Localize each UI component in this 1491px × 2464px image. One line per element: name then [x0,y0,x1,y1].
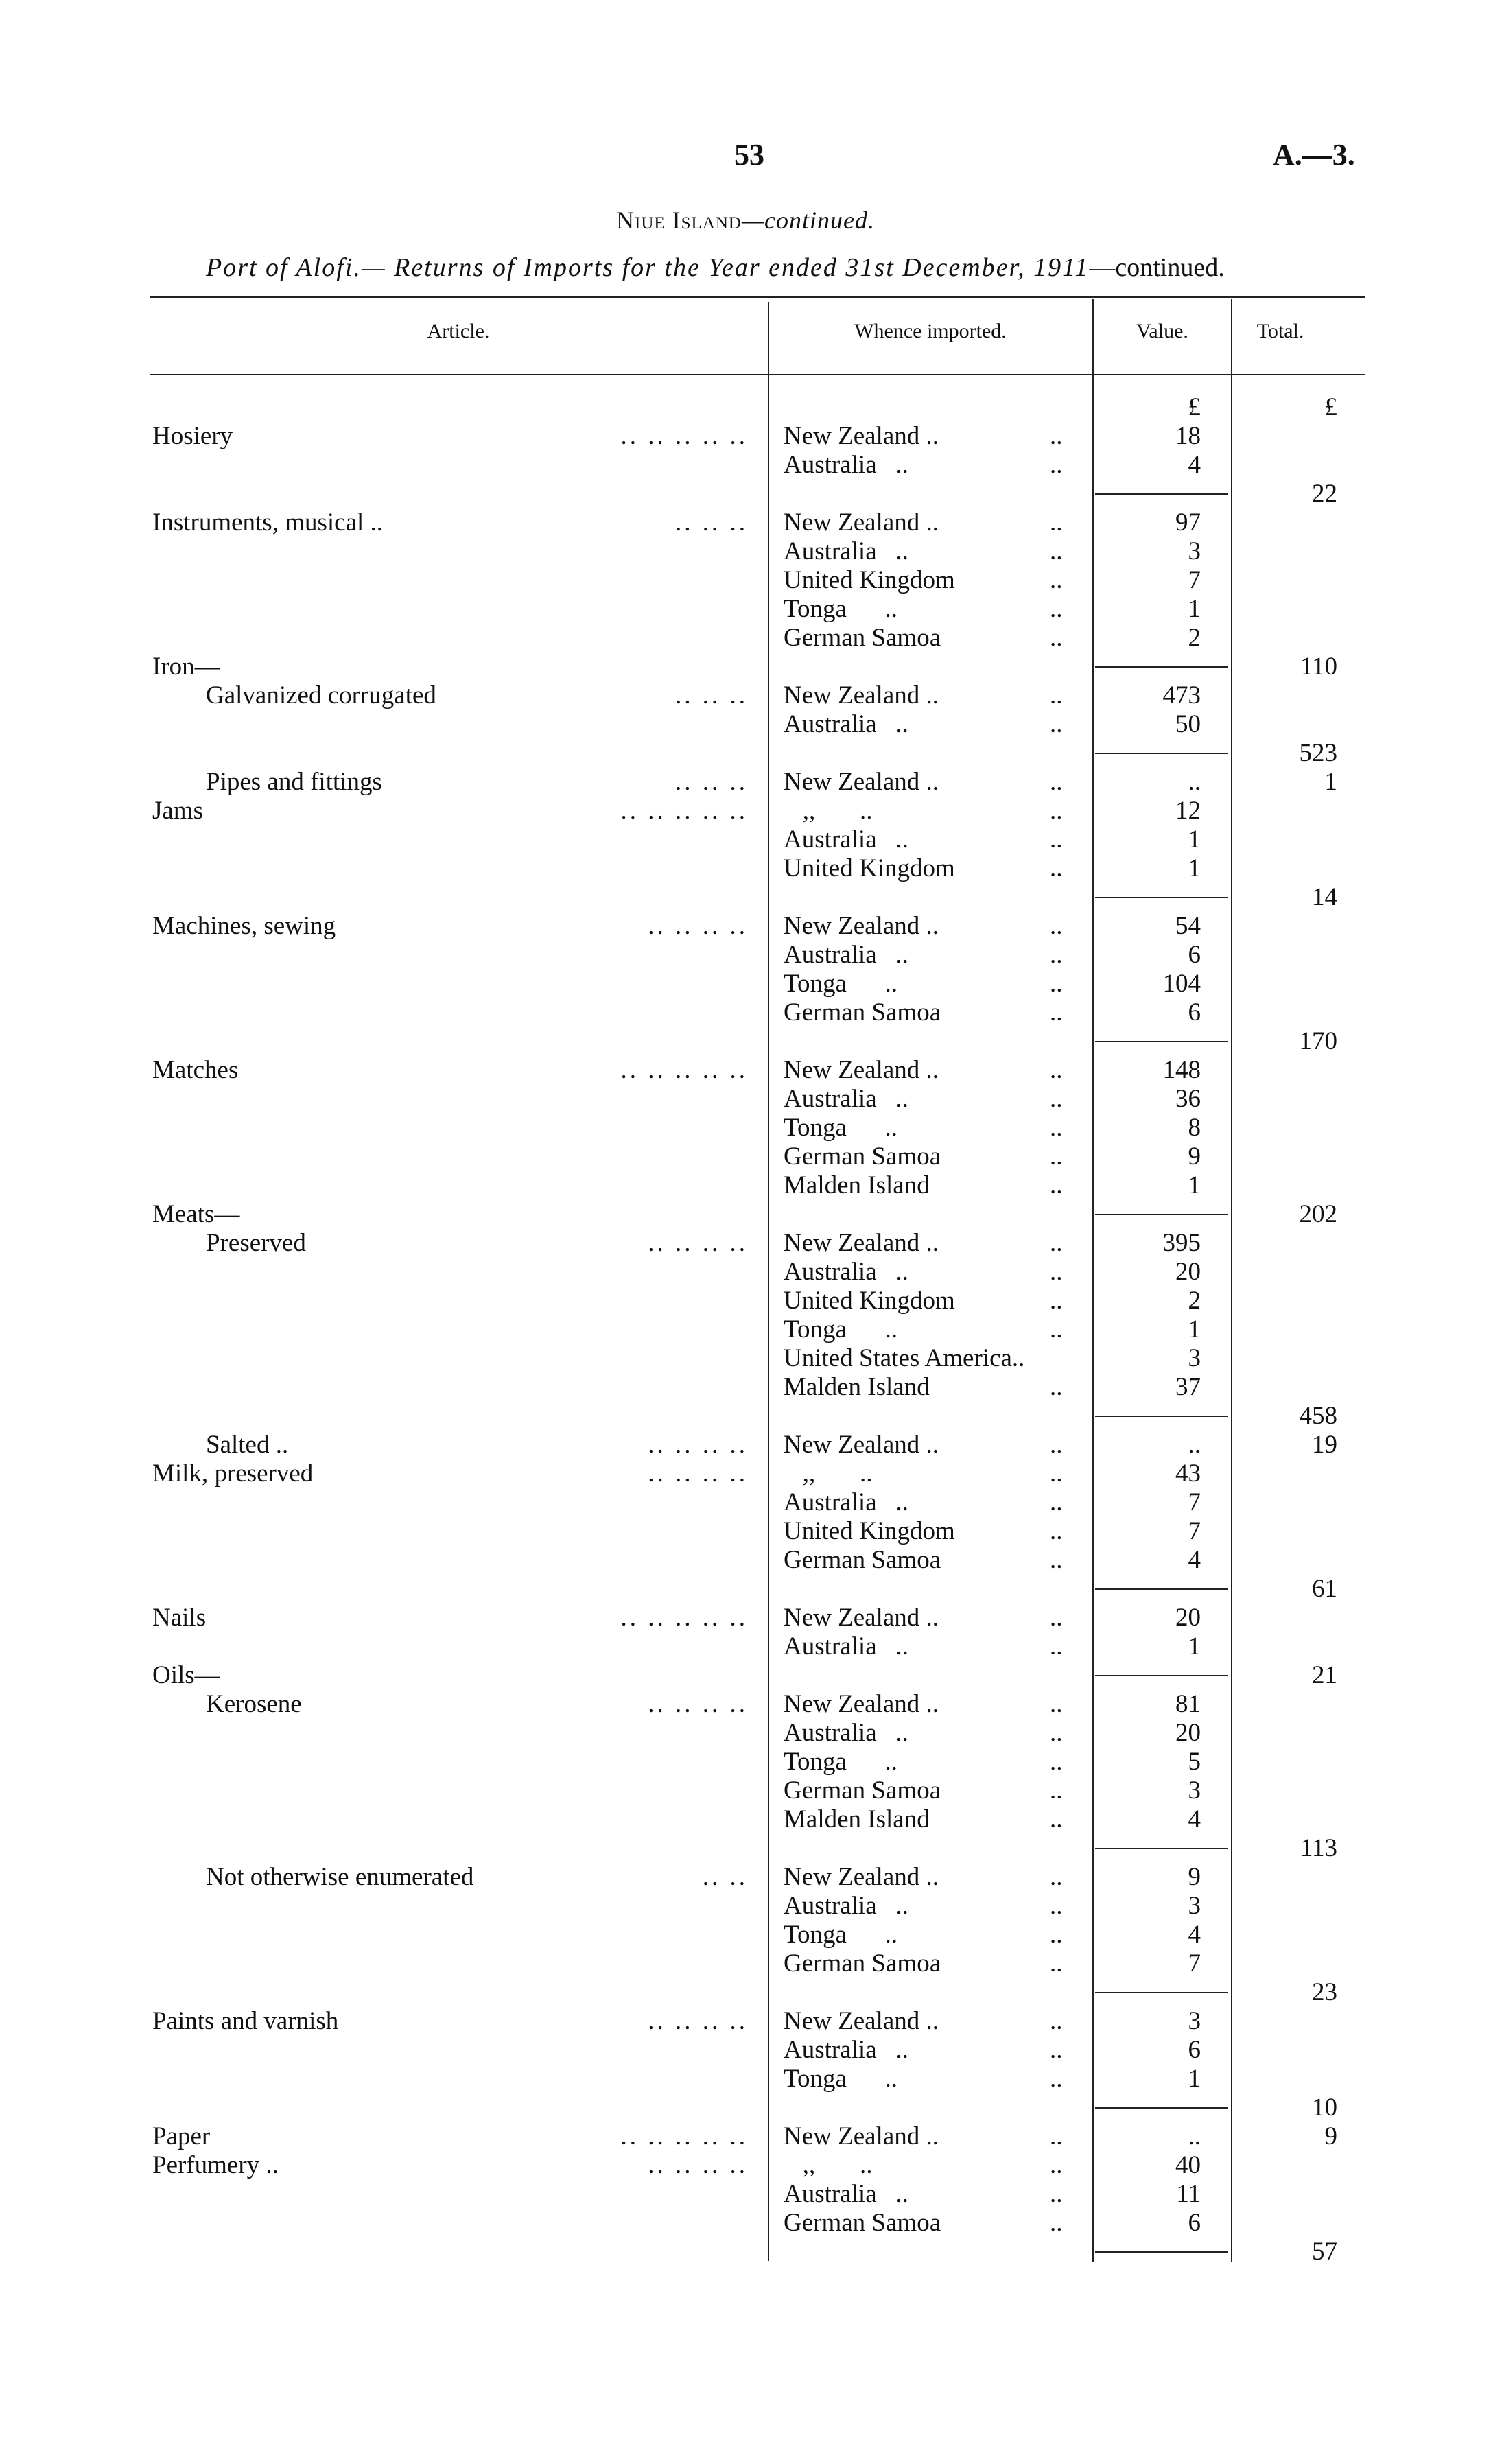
value-cell: 6 [1188,2036,1201,2064]
table-row [0,1719,1491,1748]
value-cell: 1 [1188,2065,1201,2093]
article-cell: Paper [152,2122,211,2150]
table-row [0,537,1491,566]
whence-leader-dots: .. [1050,595,1063,623]
whence-cell: Tonga .. [784,1315,897,1344]
table-row [0,1632,1491,1661]
whence-cell: New Zealand .. [784,2007,939,2035]
value-cell: 473 [1162,681,1201,709]
value-cell: 7 [1188,1488,1201,1516]
table-row [0,681,1491,710]
table-subtotal-row [0,653,1491,681]
table-row [0,825,1491,854]
whence-cell: Australia .. [784,1085,908,1113]
table-row [0,1315,1491,1344]
table-row [0,1344,1491,1373]
total-cell: 1 [1324,768,1337,796]
value-cell: 7 [1188,566,1201,594]
leader-dots: .. .. .. [675,768,748,796]
table-row [0,1517,1491,1546]
table-row [0,1171,1491,1200]
table-row [0,912,1491,941]
leader-dots: .. .. .. .. [648,912,748,940]
whence-cell: Australia .. [784,1632,908,1661]
total-cell: 19 [1312,1431,1337,1459]
value-cell: 20 [1175,1258,1201,1286]
table-row [0,1373,1491,1402]
section-title-name: Niue Island [616,207,742,234]
whence-cell: Australia .. [784,2180,908,2208]
table-row [0,1114,1491,1142]
leader-dots: .. .. .. .. [648,2007,748,2035]
whence-leader-dots: .. [1050,1690,1063,1718]
table-subtotal-row [0,480,1491,508]
whence-leader-dots: .. [1050,854,1063,882]
whence-cell: Australia .. [784,825,908,854]
value-cell: 12 [1175,797,1201,825]
leader-dots: .. .. .. .. .. [620,797,748,825]
whence-cell: New Zealand .. [784,681,939,709]
table-row [0,1921,1491,1949]
leader-dots: .. .. .. [675,508,748,537]
whence-cell: Malden Island [784,1171,930,1199]
value-cell: £ [1188,393,1201,421]
whence-cell: Australia .. [784,941,908,969]
whence-leader-dots: .. [1050,2209,1063,2237]
whence-leader-dots: .. [1050,508,1063,537]
whence-leader-dots: .. [1050,1892,1063,1920]
whence-cell: Tonga .. [784,1921,897,1949]
value-sum-rule [1095,1992,1228,1993]
table-row [0,768,1491,797]
leader-dots: .. .. .. .. [648,1690,748,1718]
table-row [0,566,1491,595]
table-row [0,1287,1491,1315]
value-cell: 4 [1188,451,1201,479]
table-caption-suffix: —continued. [1089,253,1225,282]
article-cell: Preserved [206,1229,306,1257]
value-cell: 6 [1188,998,1201,1026]
value-cell: 1 [1188,595,1201,623]
article-cell: Iron— [152,653,220,681]
whence-leader-dots: .. [1050,1056,1063,1084]
whence-cell: ,, .. [784,1459,873,1488]
value-cell: 5 [1188,1748,1201,1776]
table-row [0,2007,1491,2036]
whence-leader-dots: .. [1050,1085,1063,1113]
whence-leader-dots: .. [1050,710,1063,738]
table-row [0,624,1491,653]
article-cell: Pipes and fittings [206,768,382,796]
value-cell: 7 [1188,1517,1201,1545]
table-row [0,2151,1491,2180]
total-cell: 9 [1324,2122,1337,2150]
value-sum-rule [1095,753,1228,754]
table-row [0,710,1491,739]
total-cell: 523 [1299,739,1337,767]
table-subtotal-row [0,1978,1491,2007]
whence-leader-dots: .. [1050,1171,1063,1199]
whence-cell: New Zealand .. [784,2122,939,2150]
whence-cell: New Zealand .. [784,1229,939,1257]
whence-leader-dots: .. [1050,1114,1063,1142]
document-reference: A.—3. [1273,138,1355,172]
whence-leader-dots: .. [1050,1287,1063,1315]
value-cell: .. [1188,768,1201,796]
table-row [0,393,1491,422]
whence-leader-dots: .. [1050,1373,1063,1401]
whence-leader-dots: .. [1050,1805,1063,1833]
whence-leader-dots: .. [1050,825,1063,854]
leader-dots: .. .. .. .. [648,2151,748,2179]
whence-leader-dots: .. [1050,422,1063,450]
table-row [0,595,1491,624]
whence-cell: Australia .. [784,537,908,565]
total-cell: 113 [1300,1834,1337,1862]
whence-leader-dots: .. [1050,1719,1063,1747]
whence-cell: Australia .. [784,2036,908,2064]
value-cell: 18 [1175,422,1201,450]
article-cell: Galvanized corrugated [206,681,436,709]
whence-cell: Australia .. [784,1488,908,1516]
whence-cell: United Kingdom [784,1517,955,1545]
whence-leader-dots: .. [1050,768,1063,796]
value-cell: .. [1188,2122,1201,2150]
value-cell: 40 [1175,2151,1201,2179]
table-row [0,1431,1491,1459]
value-sum-rule [1095,1588,1228,1590]
whence-cell: Tonga .. [784,1748,897,1776]
table-row [0,1459,1491,1488]
leader-dots: .. .. .. .. [648,1431,748,1459]
article-cell: Hosiery [152,422,233,450]
total-cell: 14 [1312,883,1337,911]
whence-cell: New Zealand .. [784,1431,939,1459]
value-cell: 104 [1162,970,1201,998]
value-cell: 395 [1162,1229,1201,1257]
table-row [0,1949,1491,1978]
whence-cell: New Zealand .. [784,1690,939,1718]
whence-leader-dots: .. [1050,1142,1063,1171]
table-row [0,1805,1491,1834]
table-subtotal-row [0,739,1491,768]
whence-cell: United States America.. [784,1344,1025,1372]
whence-leader-dots: .. [1050,1315,1063,1344]
whence-leader-dots: .. [1050,624,1063,652]
table-subtotal-row [0,1661,1491,1690]
whence-leader-dots: .. [1050,566,1063,594]
leader-dots: .. .. .. .. .. [620,422,748,450]
whence-cell: New Zealand .. [784,508,939,537]
whence-cell: Tonga .. [784,970,897,998]
whence-cell: German Samoa [784,998,941,1026]
whence-leader-dots: .. [1050,1632,1063,1661]
value-sum-rule [1095,493,1228,495]
whence-cell: New Zealand .. [784,912,939,940]
section-title-suffix: —continued. [742,207,875,234]
whence-leader-dots: .. [1050,2007,1063,2035]
whence-leader-dots: .. [1050,941,1063,969]
table-row [0,2180,1491,2209]
value-cell: 148 [1162,1056,1201,1084]
table-row [0,854,1491,883]
table-top-rule [150,296,1365,298]
value-cell: 9 [1188,1142,1201,1171]
whence-leader-dots: .. [1050,537,1063,565]
value-cell: 3 [1188,1776,1201,1805]
value-sum-rule [1095,1675,1228,1676]
table-row [0,1776,1491,1805]
column-header-article: Article. [427,320,490,342]
whence-leader-dots: .. [1050,2065,1063,2093]
value-cell: 2 [1188,624,1201,652]
whence-leader-dots: .. [1050,1863,1063,1891]
whence-cell: Australia .. [784,1892,908,1920]
value-cell: 4 [1188,1805,1201,1833]
value-cell: 37 [1175,1373,1201,1401]
table-row [0,1690,1491,1719]
value-sum-rule [1095,897,1228,898]
whence-leader-dots: .. [1050,681,1063,709]
article-cell: Paints and varnish [152,2007,339,2035]
value-cell: 4 [1188,1921,1201,1949]
whence-leader-dots: .. [1050,1431,1063,1459]
leader-dots: .. .. .. .. .. [620,1056,748,1084]
table-subtotal-row [0,1575,1491,1604]
total-cell: 110 [1300,653,1337,681]
value-cell: 1 [1188,825,1201,854]
column-header-value: Value. [1136,320,1188,342]
value-cell: 20 [1175,1719,1201,1747]
value-cell: 81 [1175,1690,1201,1718]
whence-cell: United Kingdom [784,854,955,882]
page-number: 53 [734,138,764,172]
whence-leader-dots: .. [1050,797,1063,825]
value-cell: 43 [1175,1459,1201,1488]
table-subtotal-row [0,1027,1491,1056]
value-cell: 2 [1188,1287,1201,1315]
table-subtotal-row [0,883,1491,912]
whence-cell: German Samoa [784,624,941,652]
table-subtotal-row [0,1200,1491,1229]
value-cell: 6 [1188,941,1201,969]
total-cell: 57 [1312,2238,1337,2266]
table-row [0,1748,1491,1776]
whence-cell: Australia .. [784,451,908,479]
table-row [0,1229,1491,1258]
whence-leader-dots: .. [1050,1258,1063,1286]
table-subtotal-row [0,1402,1491,1431]
whence-cell: ,, .. [784,2151,873,2179]
leader-dots: .. .. .. .. .. [620,1604,748,1632]
value-cell: 1 [1188,1632,1201,1661]
whence-leader-dots: .. [1050,1949,1063,1978]
table-row [0,1056,1491,1085]
table-subtotal-row [0,2238,1491,2266]
whence-cell: Australia .. [784,710,908,738]
whence-cell: German Samoa [784,1949,941,1978]
whence-leader-dots: .. [1050,2180,1063,2208]
table-subtotal-row [0,2093,1491,2122]
whence-leader-dots: .. [1050,1776,1063,1805]
value-cell: 9 [1188,1863,1201,1891]
total-cell: 10 [1312,2093,1337,2122]
whence-cell: Tonga .. [784,595,897,623]
value-cell: 36 [1175,1085,1201,1113]
article-cell: Matches [152,1056,239,1084]
whence-leader-dots: .. [1050,998,1063,1026]
total-cell: 23 [1312,1978,1337,2006]
total-cell: 61 [1312,1575,1337,1603]
total-cell: £ [1324,393,1337,421]
total-cell: 458 [1299,1402,1337,1430]
whence-cell: United Kingdom [784,566,955,594]
header-bottom-rule [150,374,1365,375]
whence-cell: New Zealand .. [784,1056,939,1084]
column-header-total: Total. [1256,320,1304,342]
value-cell: .. [1188,1431,1201,1459]
whence-cell: New Zealand .. [784,1604,939,1632]
total-cell: 202 [1299,1200,1337,1228]
table-subtotal-row [0,1834,1491,1863]
value-cell: 4 [1188,1546,1201,1574]
article-cell: Instruments, musical .. [152,508,384,537]
table-row [0,2036,1491,2065]
table-caption-main: Port of Alofi.— Returns of Imports for the Year ended 31st December, 1911 [206,253,1090,282]
table-caption [206,253,1225,283]
whence-cell: German Samoa [784,1142,941,1171]
table-row [0,2209,1491,2238]
table-row [0,2122,1491,2151]
table-row [0,1142,1491,1171]
whence-cell: Tonga .. [784,1114,897,1142]
whence-leader-dots: .. [1050,451,1063,479]
whence-cell: Malden Island [784,1373,930,1401]
table-row [0,797,1491,825]
whence-leader-dots: .. [1050,2151,1063,2179]
value-cell: 54 [1175,912,1201,940]
whence-leader-dots: .. [1050,1517,1063,1545]
value-sum-rule [1095,666,1228,668]
whence-leader-dots: .. [1050,2036,1063,2064]
whence-cell: German Samoa [784,1776,941,1805]
leader-dots: .. .. .. .. [648,1459,748,1488]
article-cell: Machines, sewing [152,912,336,940]
value-cell: 3 [1188,2007,1201,2035]
value-sum-rule [1095,1041,1228,1042]
value-cell: 20 [1175,1604,1201,1632]
value-cell: 1 [1188,1315,1201,1344]
whence-cell: Australia .. [784,1719,908,1747]
whence-leader-dots: .. [1050,970,1063,998]
table-row [0,970,1491,998]
whence-cell: German Samoa [784,1546,941,1574]
section-title [0,206,1491,235]
value-cell: 3 [1188,1344,1201,1372]
value-sum-rule [1095,1416,1228,1417]
column-header-whence: Whence imported. [854,320,1007,342]
table-row [0,422,1491,451]
total-cell: 170 [1299,1027,1337,1055]
value-cell: 11 [1176,2180,1201,2208]
table-row [0,1892,1491,1921]
value-sum-rule [1095,1848,1228,1849]
whence-leader-dots: .. [1050,1604,1063,1632]
article-cell: Jams [152,797,203,825]
whence-cell: Malden Island [784,1805,930,1833]
table-row [0,451,1491,480]
table-row [0,1546,1491,1575]
article-cell: Kerosene [206,1690,302,1718]
article-cell: Milk, preserved [152,1459,314,1488]
value-cell: 1 [1188,854,1201,882]
article-cell: Not otherwise enumerated [206,1863,474,1891]
table-row [0,1258,1491,1287]
whence-cell: Tonga .. [784,2065,897,2093]
whence-leader-dots: .. [1050,912,1063,940]
whence-cell: New Zealand .. [784,422,939,450]
whence-leader-dots: .. [1050,1229,1063,1257]
total-cell: 21 [1312,1661,1337,1689]
whence-leader-dots: .. [1050,1488,1063,1516]
whence-cell: New Zealand .. [784,1863,939,1891]
table-row [0,1604,1491,1632]
table-row [0,1488,1491,1517]
whence-leader-dots: .. [1050,1921,1063,1949]
leader-dots: .. .. .. .. .. [620,2122,748,2150]
value-cell: 50 [1175,710,1201,738]
value-sum-rule [1095,2107,1228,2109]
value-sum-rule [1095,1214,1228,1215]
whence-cell: New Zealand .. [784,768,939,796]
article-cell: Nails [152,1604,207,1632]
leader-dots: .. .. [702,1863,748,1891]
article-cell: Perfumery .. [152,2151,279,2179]
table-row [0,2065,1491,2093]
article-cell: Oils— [152,1661,220,1689]
value-cell: 6 [1188,2209,1201,2237]
table-row [0,1863,1491,1892]
value-cell: 3 [1188,537,1201,565]
value-cell: 7 [1188,1949,1201,1978]
whence-cell: United Kingdom [784,1287,955,1315]
article-cell: Salted .. [206,1431,289,1459]
table-row [0,508,1491,537]
whence-leader-dots: .. [1050,1459,1063,1488]
value-cell: 3 [1188,1892,1201,1920]
whence-cell: ,, .. [784,797,873,825]
leader-dots: .. .. .. .. [648,1229,748,1257]
table-row [0,1085,1491,1114]
article-cell: Meats— [152,1200,240,1228]
whence-leader-dots: .. [1050,1748,1063,1776]
value-cell: 1 [1188,1171,1201,1199]
value-cell: 97 [1175,508,1201,537]
whence-leader-dots: .. [1050,1546,1063,1574]
whence-leader-dots: .. [1050,2122,1063,2150]
whence-cell: German Samoa [784,2209,941,2237]
value-cell: 8 [1188,1114,1201,1142]
leader-dots: .. .. .. [675,681,748,709]
table-row [0,998,1491,1027]
total-cell: 22 [1312,480,1337,508]
table-row [0,941,1491,970]
whence-cell: Australia .. [784,1258,908,1286]
imports-table-body [0,393,1491,2266]
value-sum-rule [1095,2251,1228,2253]
